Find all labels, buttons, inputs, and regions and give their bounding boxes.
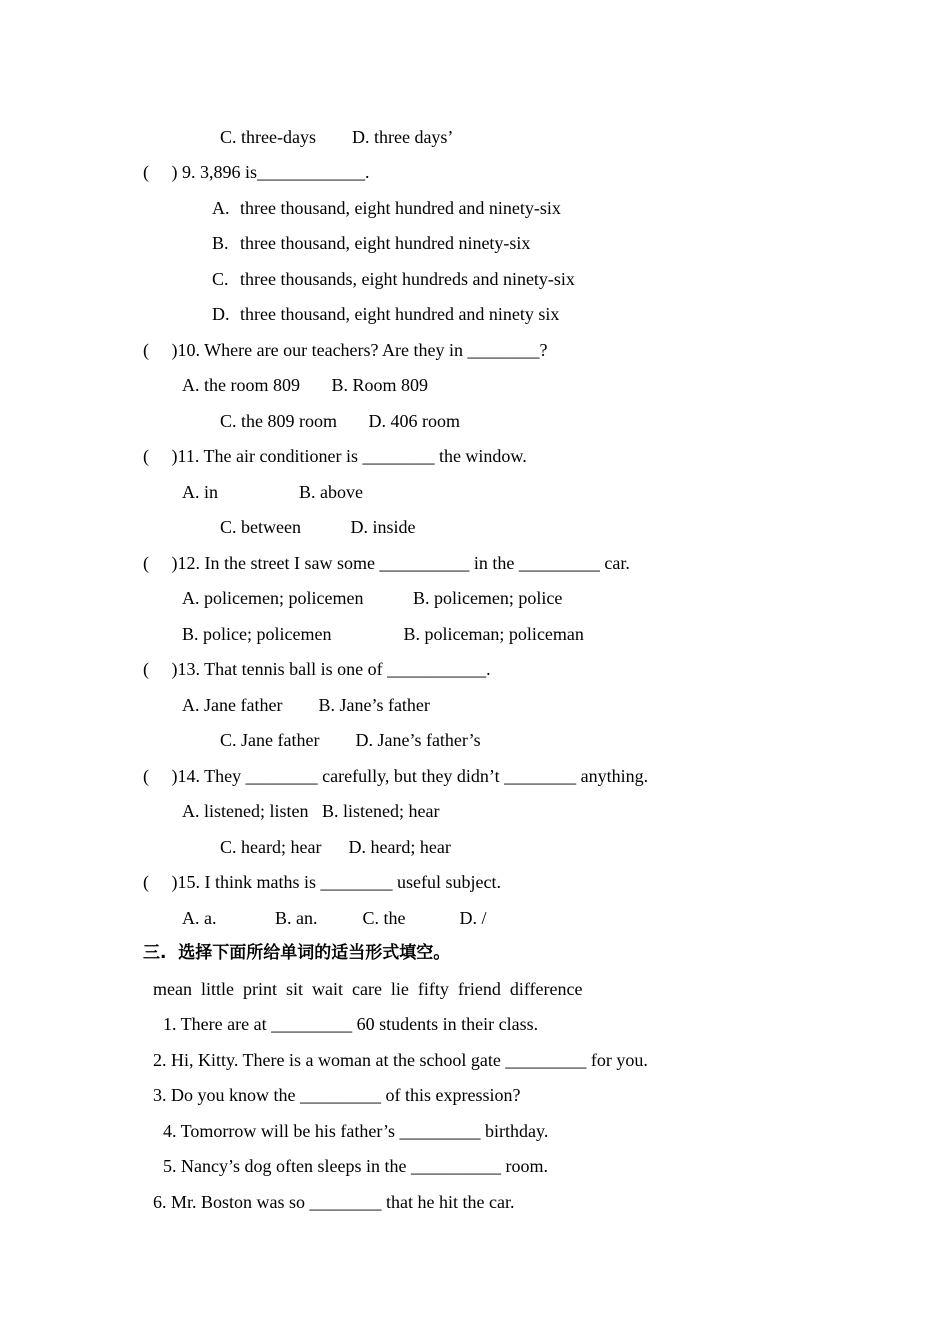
section3-heading: 三. 选择下面所给单词的适当形式填空。: [143, 943, 451, 963]
q12-stem: ( )12. In the street I saw some __________ in the _________ car.: [143, 553, 630, 573]
q12-options-cd: B. police; policemen B. policeman; policeman: [182, 624, 584, 644]
q15-options: A. a. B. an. C. the D. /: [182, 908, 487, 928]
q13-options-cd: C. Jane father D. Jane’s father’s: [220, 730, 481, 750]
section3-item-2: 2. Hi, Kitty. There is a woman at the school gate _________ for you.: [153, 1050, 648, 1070]
section3-item-1: 1. There are at _________ 60 students in their class.: [163, 1014, 539, 1034]
q11-options-cd: C. between D. inside: [220, 517, 416, 537]
q9-option-b-text: three thousand, eight hundred ninety-six: [240, 233, 531, 253]
section3-item-5: 5. Nancy’s dog often sleeps in the __________ room.: [163, 1156, 548, 1176]
q13-options-ab: A. Jane father B. Jane’s father: [182, 695, 430, 715]
q9-option-a-text: three thousand, eight hundred and ninety-six: [240, 198, 561, 218]
q9-option-c-letter: C.: [212, 269, 229, 289]
q9-option-d-letter: D.: [212, 304, 230, 324]
q9-option-b-letter: B.: [212, 233, 229, 253]
q8-options-cd: C. three-days D. three days’: [220, 127, 454, 147]
q9-option-a: [212, 197, 561, 219]
q12-options-ab: A. policemen; policemen B. policemen; police: [182, 588, 563, 608]
q9-stem: ( ) 9. 3,896 is____________.: [143, 162, 370, 182]
q15-stem: ( )15. I think maths is ________ useful subject.: [143, 872, 501, 892]
q14-options-ab: A. listened; listen B. listened; hear: [182, 801, 440, 821]
section3-item-4: 4. Tomorrow will be his father’s _________ birthday.: [163, 1121, 549, 1141]
q10-options-cd: C. the 809 room D. 406 room: [220, 411, 460, 431]
section3-word-bank: mean little print sit wait care lie fifty friend difference: [153, 979, 583, 999]
q11-stem: ( )11. The air conditioner is ________ the window.: [143, 446, 527, 466]
q9-option-c: [212, 268, 575, 290]
q13-stem: ( )13. That tennis ball is one of ___________.: [143, 659, 491, 679]
q14-stem: ( )14. They ________ carefully, but they didn’t ________ anything.: [143, 766, 649, 786]
q9-option-b: [212, 232, 530, 254]
q11-options-ab: A. in B. above: [182, 482, 363, 502]
q9-option-d-text: three thousand, eight hundred and ninety six: [240, 304, 560, 324]
section3-item-3: 3. Do you know the _________ of this expression?: [153, 1085, 521, 1105]
q10-stem: ( )10. Where are our teachers? Are they in ________?: [143, 340, 548, 360]
q9-option-c-text: three thousands, eight hundreds and ninety-six: [240, 269, 575, 289]
q9-option-a-letter: A.: [212, 198, 230, 218]
q10-options-ab: A. the room 809 B. Room 809: [182, 375, 428, 395]
q14-options-cd: C. heard; hear D. heard; hear: [220, 837, 451, 857]
q9-option-d: [212, 303, 559, 325]
section3-item-6: 6. Mr. Boston was so ________ that he hit the car.: [153, 1192, 515, 1212]
